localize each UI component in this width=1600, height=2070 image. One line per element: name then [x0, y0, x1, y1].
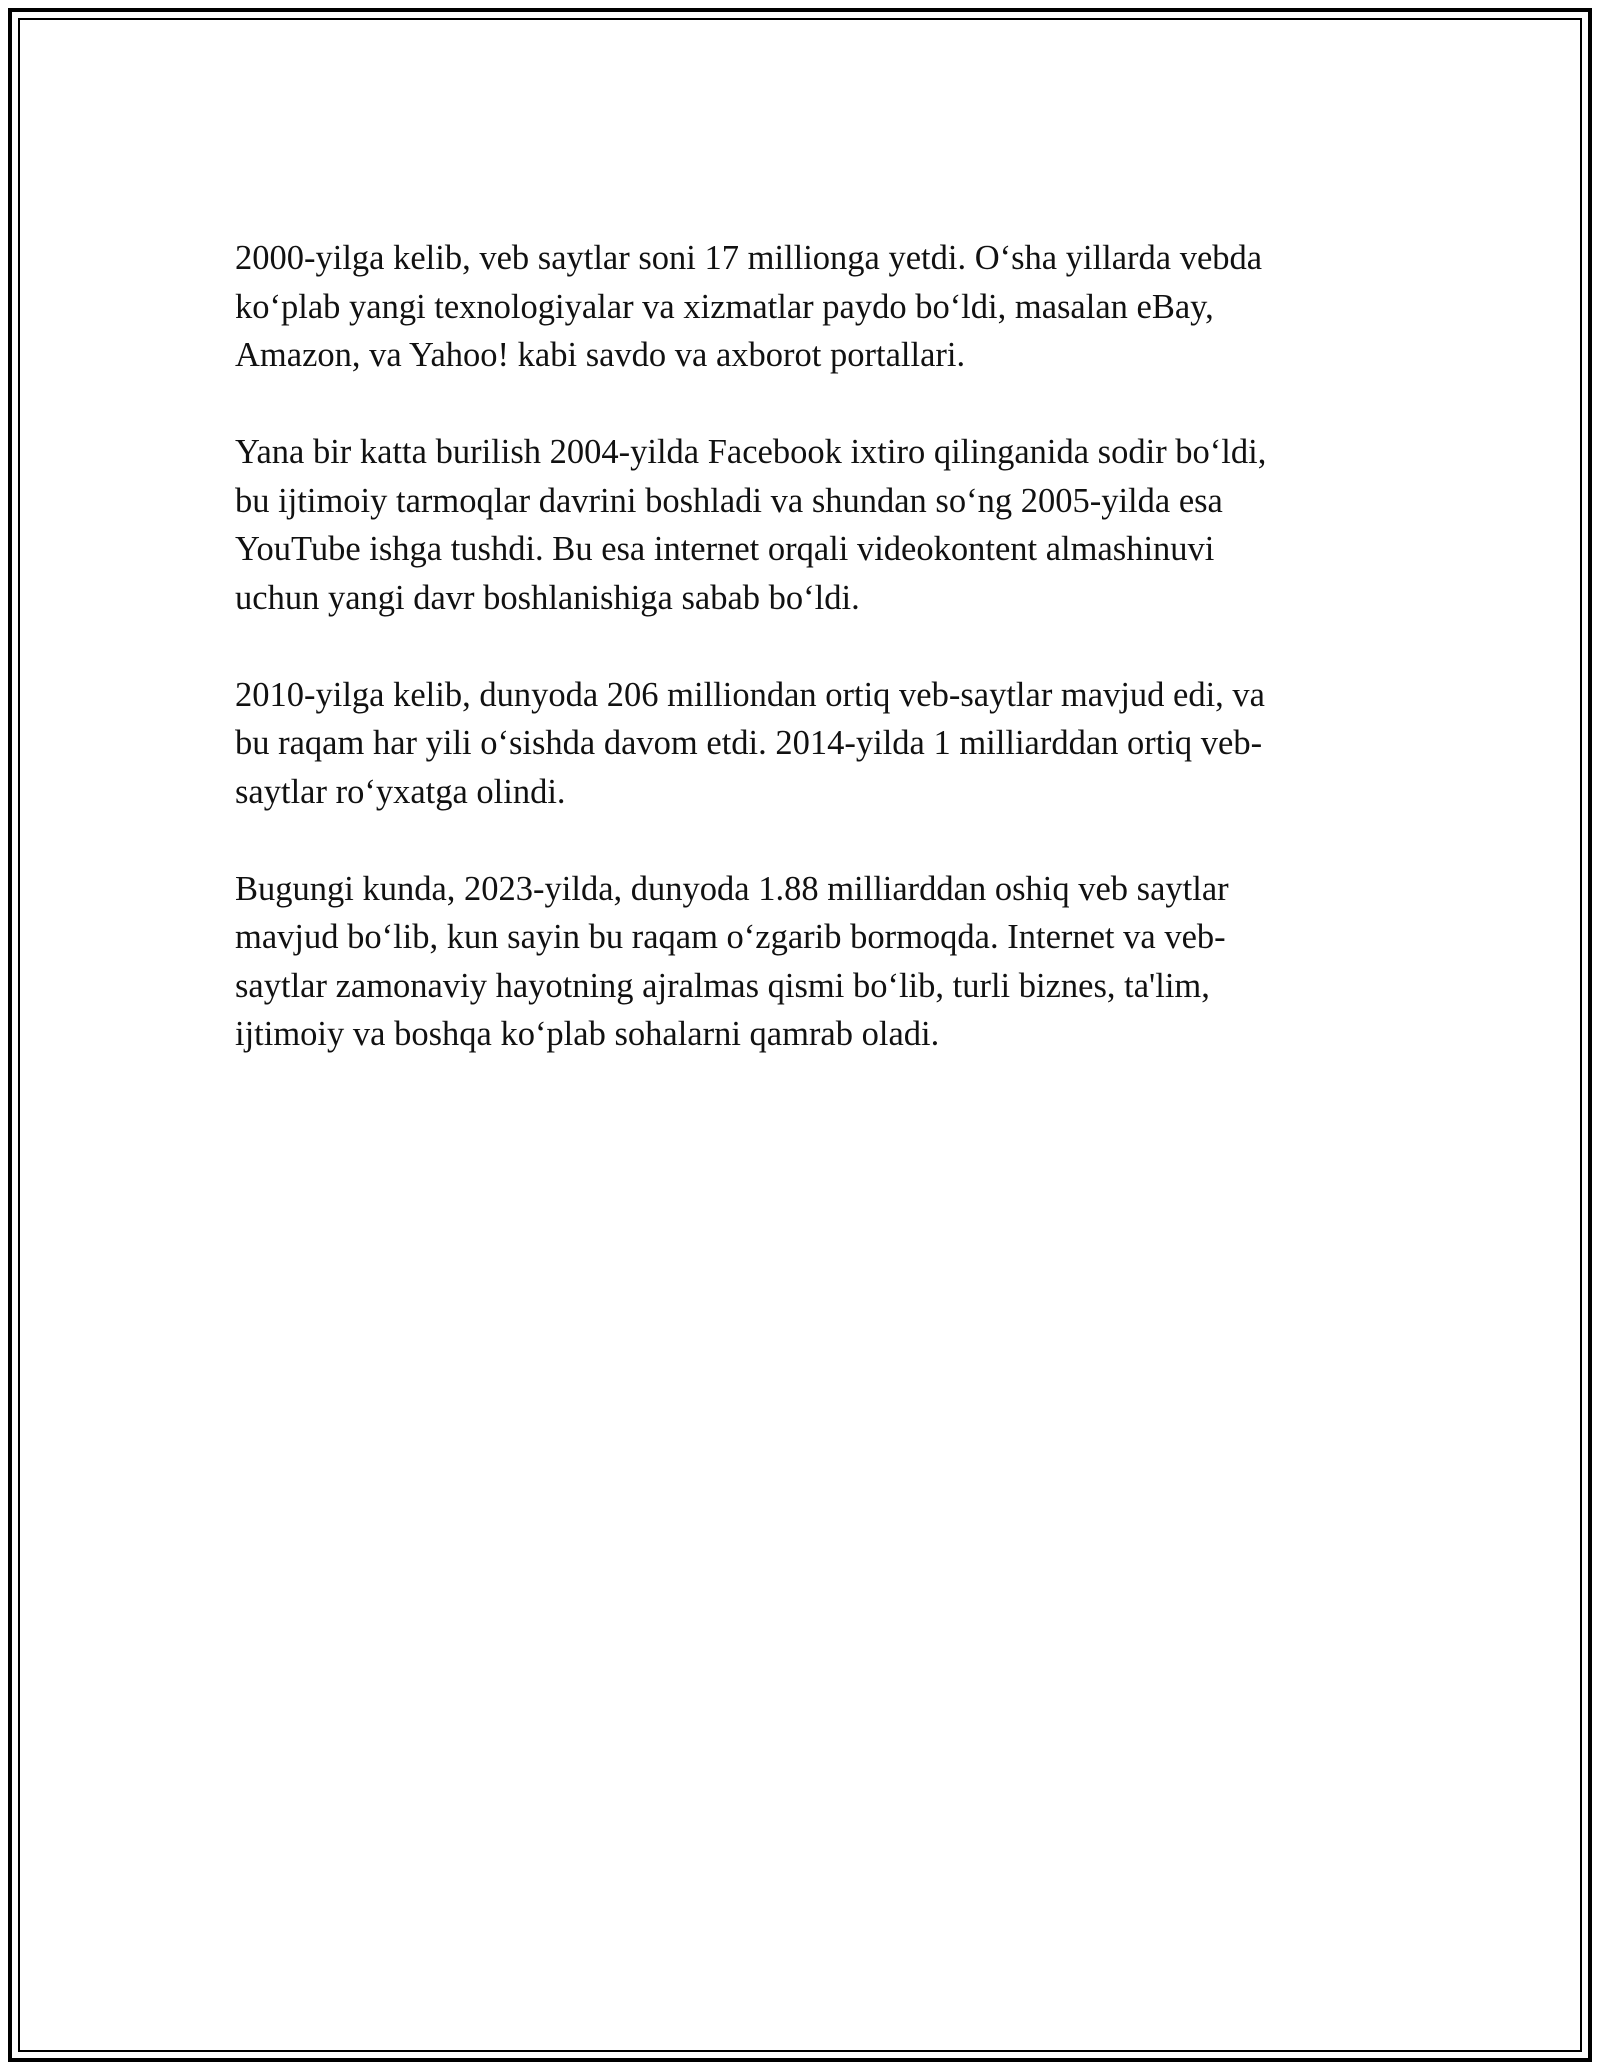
text-line: saytlar zamonaviy hayotning ajralmas qismi bo‘lib, turli biznes, ta'lim,	[235, 966, 1210, 1005]
text-line: Yana bir katta burilish 2004-yilda Facebook ixtiro qilinganida sodir bo‘ldi,	[235, 433, 1267, 471]
text-line: 2010-yilga kelib, dunyoda 206 milliondan ortiq veb-saytlar mavjud edi, va	[235, 675, 1265, 714]
text-line: mavjud bo‘lib, kun sayin bu raqam o‘zgarib bormoqda. Internet va veb-	[235, 918, 1226, 956]
text-line: bu ijtimoiy tarmoqlar davrini boshladi va shundan so‘ng 2005-yilda esa	[235, 481, 1223, 520]
text-line: ijtimoiy va boshqa ko‘plab sohalarni qamrab oladi.	[235, 1015, 940, 1053]
text-line: saytlar ro‘yxatga olindi.	[235, 772, 566, 811]
paragraph-2023	[235, 865, 1345, 1059]
text-line: ko‘plab yangi texnologiyalar va xizmatlar paydo bo‘ldi, masalan eBay,	[235, 287, 1214, 326]
paragraph-facebook-youtube	[235, 428, 1345, 622]
text-line: bu raqam har yili o‘sishda davom etdi. 2014-yilda 1 milliarddan ortiq veb-	[235, 724, 1263, 762]
text-line: uchun yangi davr boshlanishiga sabab bo‘ldi.	[235, 578, 860, 617]
document-body	[235, 234, 1345, 1107]
paragraph-2000	[235, 234, 1345, 380]
text-line: 2000-yilga kelib, veb saytlar soni 17 millionga yetdi. O‘sha yillarda vebda	[235, 239, 1263, 277]
paragraph-2010	[235, 671, 1345, 817]
text-line: YouTube ishga tushdi. Bu esa internet orqali videokontent almashinuvi	[235, 530, 1215, 568]
text-line: Amazon, va Yahoo! kabi savdo va axborot portallari.	[235, 336, 966, 374]
text-line: Bugungi kunda, 2023-yilda, dunyoda 1.88 milliarddan oshiq veb saytlar	[235, 869, 1229, 908]
